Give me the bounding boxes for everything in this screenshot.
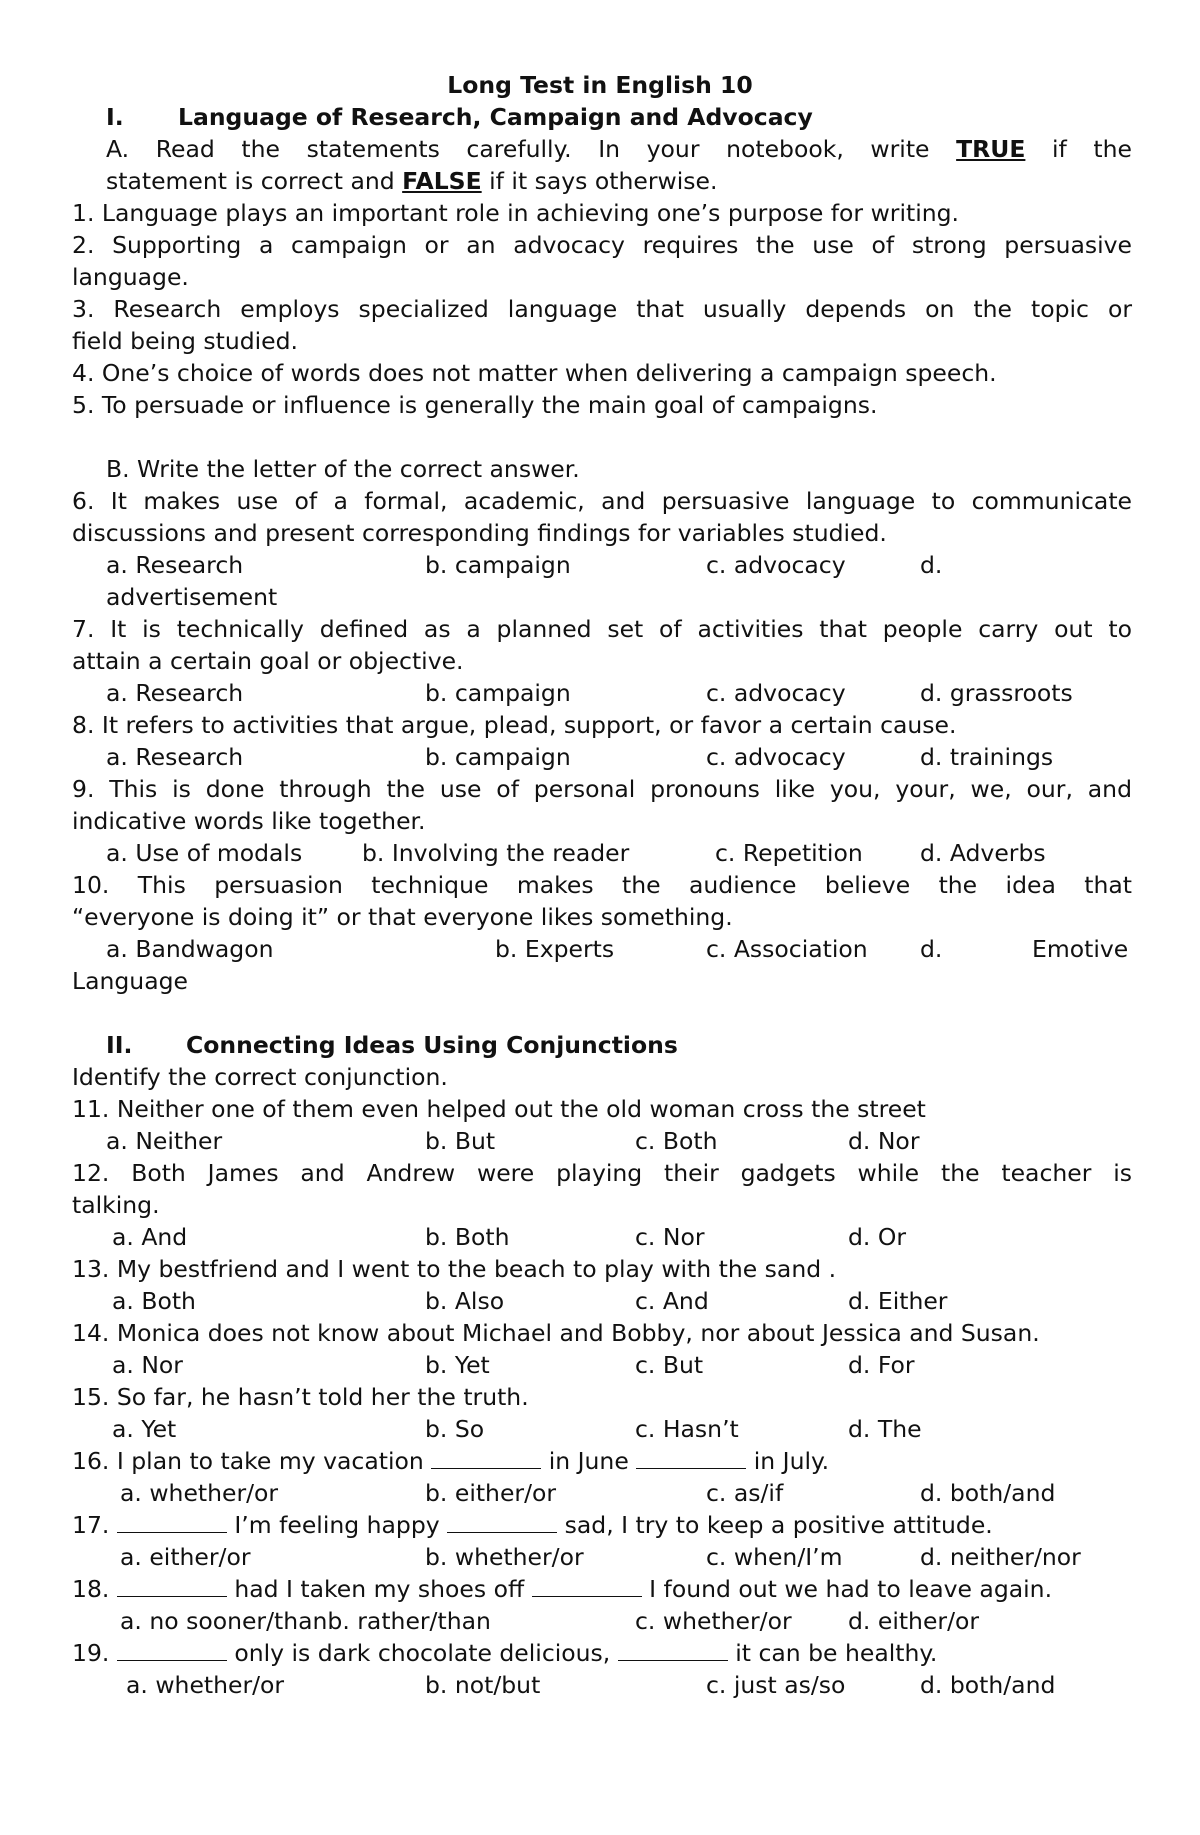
option-c: c. And — [635, 1287, 709, 1315]
option-c: c. just as/so — [706, 1671, 846, 1699]
question-7-line-2: attain a certain goal or objective. — [72, 647, 464, 675]
instruction-a-line-2 — [106, 167, 1166, 195]
statement-3-cont: field being studied. — [72, 327, 299, 355]
option-a: a. Yet — [112, 1415, 177, 1443]
option-d: d. grassroots — [920, 679, 1073, 707]
option-d: d. Or — [848, 1223, 907, 1251]
question-17-part-2: I’m feeling happy — [234, 1511, 440, 1539]
option-a: a. Both — [112, 1287, 196, 1315]
question-18-part-3: I found out we had to leave again. — [649, 1575, 1053, 1603]
option-c: c. advocacy — [706, 551, 846, 579]
option-b: b. So — [425, 1415, 485, 1443]
option-b: b. But — [425, 1127, 496, 1155]
answer-blank — [532, 1576, 642, 1597]
option-a: a. Research — [106, 679, 244, 707]
option-c: c. But — [635, 1351, 704, 1379]
option-d: d. — [920, 935, 943, 963]
question-10-line-2: “everyone is doing it” or that everyone likes something. — [72, 903, 733, 931]
question-18-part-2: had I taken my shoes off — [234, 1575, 525, 1603]
option-c: c. Nor — [635, 1223, 705, 1251]
question-18-part-1: 18. — [72, 1575, 110, 1603]
option-b: b. whether/or — [425, 1543, 584, 1571]
option-b: b. campaign — [425, 551, 571, 579]
question-10-line-1: 10. This persuasion technique makes the audience believe the idea that — [72, 871, 1132, 899]
option-d: d. Nor — [848, 1127, 920, 1155]
answer-blank — [117, 1640, 227, 1661]
option-c: c. Both — [635, 1127, 718, 1155]
option-d: d. Either — [848, 1287, 948, 1315]
statement-4: 4. One’s choice of words does not matter when delivering a campaign speech. — [72, 359, 997, 387]
option-d: d. either/or — [848, 1607, 980, 1635]
question-14: 14. Monica does not know about Michael and Bobby, nor about Jessica and Susan. — [72, 1319, 1040, 1347]
question-9-line-1: 9. This is done through the use of personal pronouns like you, your, we, our, and — [72, 775, 1132, 803]
option-b: b. Experts — [495, 935, 615, 963]
instruction-a-text-2: if the — [1052, 135, 1132, 163]
option-c: c. Repetition — [715, 839, 863, 867]
instruction-a-text-3: statement is correct and — [106, 167, 395, 195]
answer-blank — [117, 1576, 227, 1597]
instruction-a-line-1 — [106, 135, 1132, 163]
question-8-line-1: 8. It refers to activities that argue, plead, support, or favor a certain cause. — [72, 711, 957, 739]
question-16-part-1: 16. I plan to take my vacation — [72, 1447, 424, 1475]
option-d: d. — [920, 551, 943, 579]
answer-blank — [117, 1512, 227, 1533]
option-b: b. either/or — [425, 1479, 557, 1507]
question-10-option-d-wrap: Language — [72, 967, 188, 995]
question-19-part-3: it can be healthy. — [735, 1639, 938, 1667]
option-a: a. Use of modals — [106, 839, 303, 867]
instruction-a-text: A. Read the statements carefully. In your notebook, write — [106, 135, 930, 163]
option-b: b. Both — [425, 1223, 510, 1251]
option-d: d. For — [848, 1351, 915, 1379]
option-c: c. advocacy — [706, 679, 846, 707]
instruction-b: B. Write the letter of the correct answer. — [106, 455, 580, 483]
question-16-part-3: in July. — [753, 1447, 830, 1475]
question-17-part-3: sad, I try to keep a positive attitude. — [564, 1511, 993, 1539]
option-c: c. Association — [706, 935, 868, 963]
option-a: a. Research — [106, 551, 244, 579]
option-b: b. Also — [425, 1287, 505, 1315]
question-11: 11. Neither one of them even helped out the old woman cross the street — [72, 1095, 926, 1123]
answer-blank — [447, 1512, 557, 1533]
option-a-b: a. no sooner/thanb. rather/than — [120, 1607, 491, 1635]
true-keyword: TRUE — [956, 135, 1026, 163]
option-d: d. The — [848, 1415, 922, 1443]
instruction-a-text-4: if it says otherwise. — [489, 167, 718, 195]
option-a: a. And — [112, 1223, 188, 1251]
statement-5: 5. To persuade or influence is generally the main goal of campaigns. — [72, 391, 878, 419]
section-1-numeral: I. — [106, 103, 124, 131]
question-19-part-2: only is dark chocolate delicious, — [234, 1639, 611, 1667]
option-c: c. when/I’m — [706, 1543, 843, 1571]
option-a: a. Bandwagon — [106, 935, 274, 963]
question-6-line-2: discussions and present corresponding findings for variables studied. — [72, 519, 887, 547]
option-d-text: Emotive — [1032, 935, 1129, 963]
statement-1: 1. Language plays an important role in achieving one’s purpose for writing. — [72, 199, 959, 227]
false-keyword: FALSE — [402, 167, 482, 195]
option-b: b. campaign — [425, 679, 571, 707]
question-19 — [72, 1639, 1132, 1667]
option-a: a. Neither — [106, 1127, 223, 1155]
option-d: d. both/and — [920, 1671, 1056, 1699]
section-2-numeral: II. — [106, 1031, 133, 1059]
option-d: d. both/and — [920, 1479, 1056, 1507]
option-a: a. whether/or — [120, 1479, 279, 1507]
option-b: b. campaign — [425, 743, 571, 771]
option-d: d. Adverbs — [920, 839, 1046, 867]
option-b: b. Yet — [425, 1351, 490, 1379]
option-d: d. trainings — [920, 743, 1054, 771]
option-a: a. whether/or — [126, 1671, 285, 1699]
option-a: a. Nor — [112, 1351, 183, 1379]
answer-blank — [618, 1640, 728, 1661]
question-6-line-1: 6. It makes use of a formal, academic, and persuasive language to communicate — [72, 487, 1132, 515]
question-17-part-1: 17. — [72, 1511, 110, 1539]
statement-2-cont: language. — [72, 263, 189, 291]
question-9-line-2: indicative words like together. — [72, 807, 426, 835]
answer-blank — [431, 1448, 541, 1469]
option-b: b. not/but — [425, 1671, 541, 1699]
page-title: Long Test in English 10 — [447, 71, 753, 99]
option-a: a. Research — [106, 743, 244, 771]
option-d: d. neither/nor — [920, 1543, 1081, 1571]
option-c: c. whether/or — [635, 1607, 792, 1635]
question-19-part-1: 19. — [72, 1639, 110, 1667]
option-c: c. as/if — [706, 1479, 784, 1507]
section-2-instruction: Identify the correct conjunction. — [72, 1063, 448, 1091]
option-c: c. Hasn’t — [635, 1415, 739, 1443]
section-1-title: Language of Research, Campaign and Advocacy — [178, 103, 813, 131]
section-2-title: Connecting Ideas Using Conjunctions — [186, 1031, 678, 1059]
statement-2: 2. Supporting a campaign or an advocacy requires the use of strong persuasive — [72, 231, 1132, 259]
question-17 — [72, 1511, 1132, 1539]
question-12-line-2: talking. — [72, 1191, 160, 1219]
question-6-option-d-wrap: advertisement — [106, 583, 278, 611]
question-15: 15. So far, he hasn’t told her the truth. — [72, 1383, 529, 1411]
option-b: b. Involving the reader — [362, 839, 630, 867]
answer-blank — [636, 1448, 746, 1469]
question-12-line-1: 12. Both James and Andrew were playing their gadgets while the teacher is — [72, 1159, 1132, 1187]
statement-3: 3. Research employs specialized language that usually depends on the topic or — [72, 295, 1132, 323]
option-c: c. advocacy — [706, 743, 846, 771]
question-16 — [72, 1447, 1132, 1475]
question-18 — [72, 1575, 1132, 1603]
option-a: a. either/or — [120, 1543, 251, 1571]
question-13: 13. My bestfriend and I went to the beach to play with the sand . — [72, 1255, 837, 1283]
question-7-line-1: 7. It is technically defined as a planned set of activities that people carry out to — [72, 615, 1132, 643]
question-16-part-2: in June — [548, 1447, 629, 1475]
